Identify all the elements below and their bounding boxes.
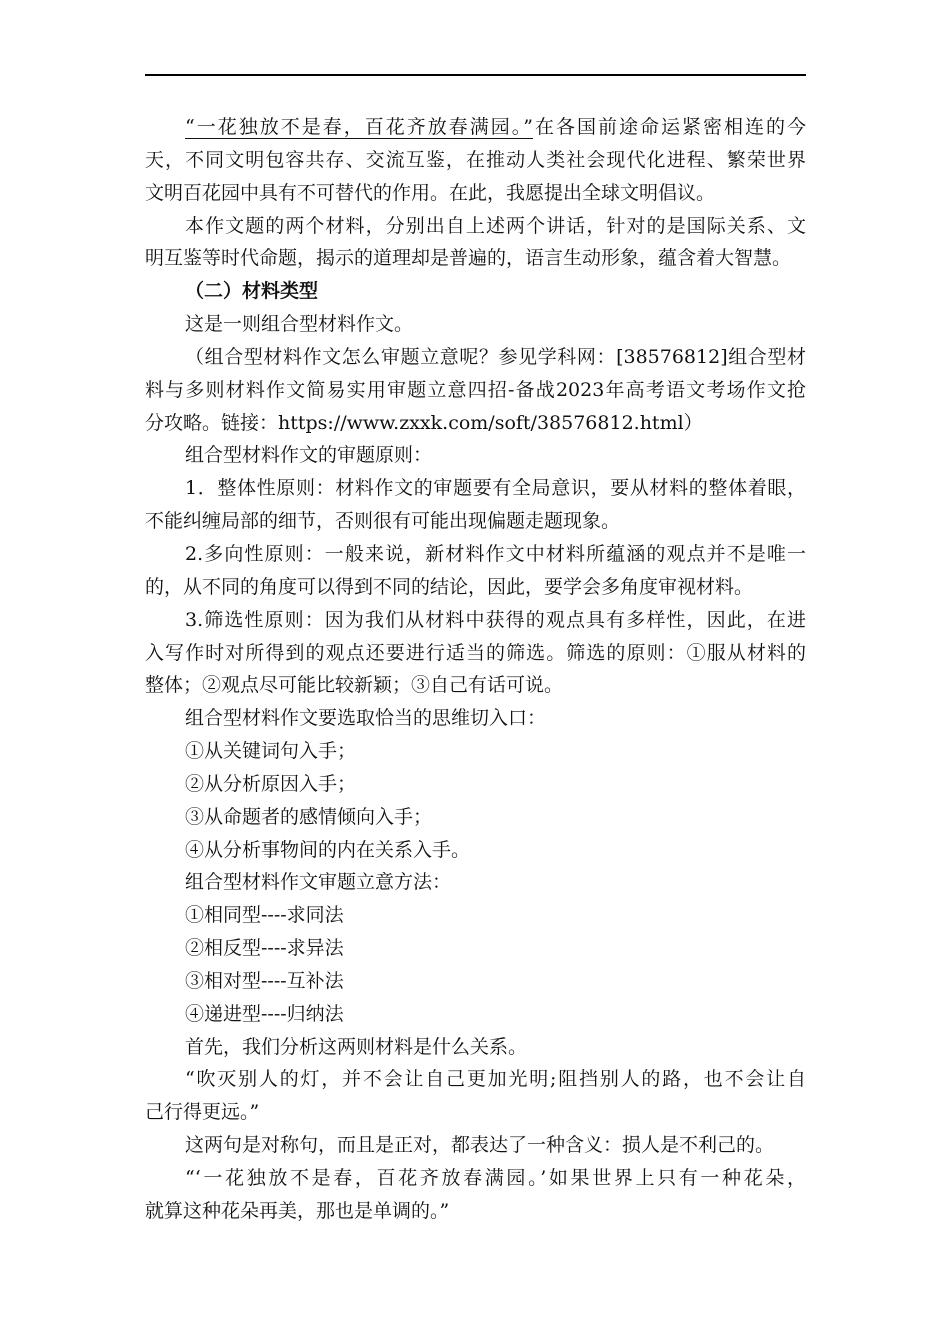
text-line: ①相同型----求同法 bbox=[185, 904, 344, 927]
heading-text: （二）材料类型 bbox=[185, 280, 319, 303]
paragraph bbox=[145, 308, 806, 341]
text-line bbox=[145, 111, 806, 144]
text-line: （组合型材料作文怎么审题立意呢？参见学科网：[38576812]组合型材 bbox=[185, 345, 806, 368]
text-line: 天，不同文明包容共存、交流互鉴，在推动人类社会现代化进程、繁荣世界 bbox=[145, 148, 806, 171]
text-line: 就算这种花朵再美，那也是单调的。” bbox=[145, 1199, 450, 1222]
paragraph bbox=[145, 834, 806, 867]
paragraph bbox=[145, 735, 806, 768]
paragraph bbox=[145, 111, 806, 210]
paragraph bbox=[145, 998, 806, 1031]
text-line: 组合型材料作文要选取恰当的思维切入口： bbox=[185, 707, 547, 730]
text-line: “‘一花独放不是春，百花齐放春满园。’如果世界上只有一种花朵， bbox=[185, 1167, 806, 1189]
text-line: 的，从不同的角度可以得到不同的结论，因此，要学会多角度审视材料。 bbox=[145, 575, 754, 598]
paragraph bbox=[145, 1162, 806, 1228]
text-line: 己行得更远。” bbox=[145, 1101, 260, 1124]
paragraph bbox=[145, 604, 806, 703]
text-line: “吹灭别人的灯，并不会让自己更加光明;阻挡别人的路，也不会让自 bbox=[185, 1068, 806, 1091]
paragraph bbox=[145, 472, 806, 538]
text-line: 不能纠缠局部的细节，否则很有可能出现偏题走题现象。 bbox=[145, 510, 621, 533]
paragraph bbox=[145, 801, 806, 834]
text-line: 这是一则组合型材料作文。 bbox=[185, 313, 414, 336]
text-line: ④从分析事物间的内在关系入手。 bbox=[185, 838, 471, 861]
text-line: 本作文题的两个材料，分别出自上述两个讲话，针对的是国际关系、文 bbox=[185, 214, 806, 237]
text-line: ②从分析原因入手； bbox=[185, 772, 357, 795]
text-line: ③从命题者的感情倾向入手； bbox=[185, 805, 433, 828]
text-line: 料与多则材料作文简易实用审题立意四招-备战2023年高考语文考场作文抢 bbox=[145, 378, 806, 401]
text-line: 1．整体性原则：材料作文的审题要有全局意识，要从材料的整体着眼， bbox=[185, 477, 806, 500]
paragraph bbox=[145, 965, 806, 998]
text-line: 文明百花园中具有不可替代的作用。在此，我愿提出全球文明倡议。 bbox=[145, 181, 716, 204]
text-line: ①从关键词句入手； bbox=[185, 740, 357, 763]
text-line: 2.多向性原则：一般来说，新材料作文中材料所蕴涵的观点并不是唯一 bbox=[185, 542, 806, 565]
paragraph bbox=[145, 899, 806, 932]
paragraph bbox=[145, 866, 806, 899]
text-line: 分攻略。链接：https://www.zxxk.com/soft/38576812.html） bbox=[145, 411, 703, 434]
paragraph bbox=[145, 439, 806, 472]
section-heading bbox=[145, 275, 806, 308]
paragraph bbox=[145, 1031, 806, 1064]
paragraph bbox=[145, 341, 806, 440]
paragraph bbox=[145, 768, 806, 801]
document-body bbox=[145, 111, 806, 1228]
paragraph bbox=[145, 1063, 806, 1129]
paragraph bbox=[145, 210, 806, 276]
text-line: 整体；②观点尽可能比较新颖；③自己有话可说。 bbox=[145, 674, 564, 697]
text-line: 入写作时对所得到的观点还要进行适当的筛选。筛选的原则：①服从材料的 bbox=[145, 641, 806, 664]
header-rule bbox=[145, 74, 806, 76]
text-line: 3.筛选性原则：因为我们从材料中获得的观点具有多样性，因此，在进 bbox=[185, 608, 806, 631]
quote-continuation: 在各国前途命运紧密相连的今 bbox=[532, 116, 806, 138]
text-line: 这两句是对称句，而且是正对，都表达了一种含义：损人是不利己的。 bbox=[185, 1134, 775, 1157]
paragraph bbox=[145, 932, 806, 965]
underlined-quote: “一花独放不是春，百花齐放春满园。” bbox=[185, 116, 533, 138]
paragraph bbox=[145, 702, 806, 735]
paragraph bbox=[145, 1129, 806, 1162]
text-line: 首先，我们分析这两则材料是什么关系。 bbox=[185, 1035, 528, 1058]
text-line: 组合型材料作文的审题原则： bbox=[185, 444, 433, 467]
text-line: ④递进型----归纳法 bbox=[185, 1002, 344, 1025]
text-line: 组合型材料作文审题立意方法： bbox=[185, 871, 452, 894]
paragraph bbox=[145, 538, 806, 604]
text-line: 明互鉴等时代命题，揭示的道理却是普遍的，语言生动形象，蕴含着大智慧。 bbox=[145, 247, 792, 270]
text-line: ②相反型----求异法 bbox=[185, 937, 344, 960]
text-line: ③相对型----互补法 bbox=[185, 969, 344, 992]
